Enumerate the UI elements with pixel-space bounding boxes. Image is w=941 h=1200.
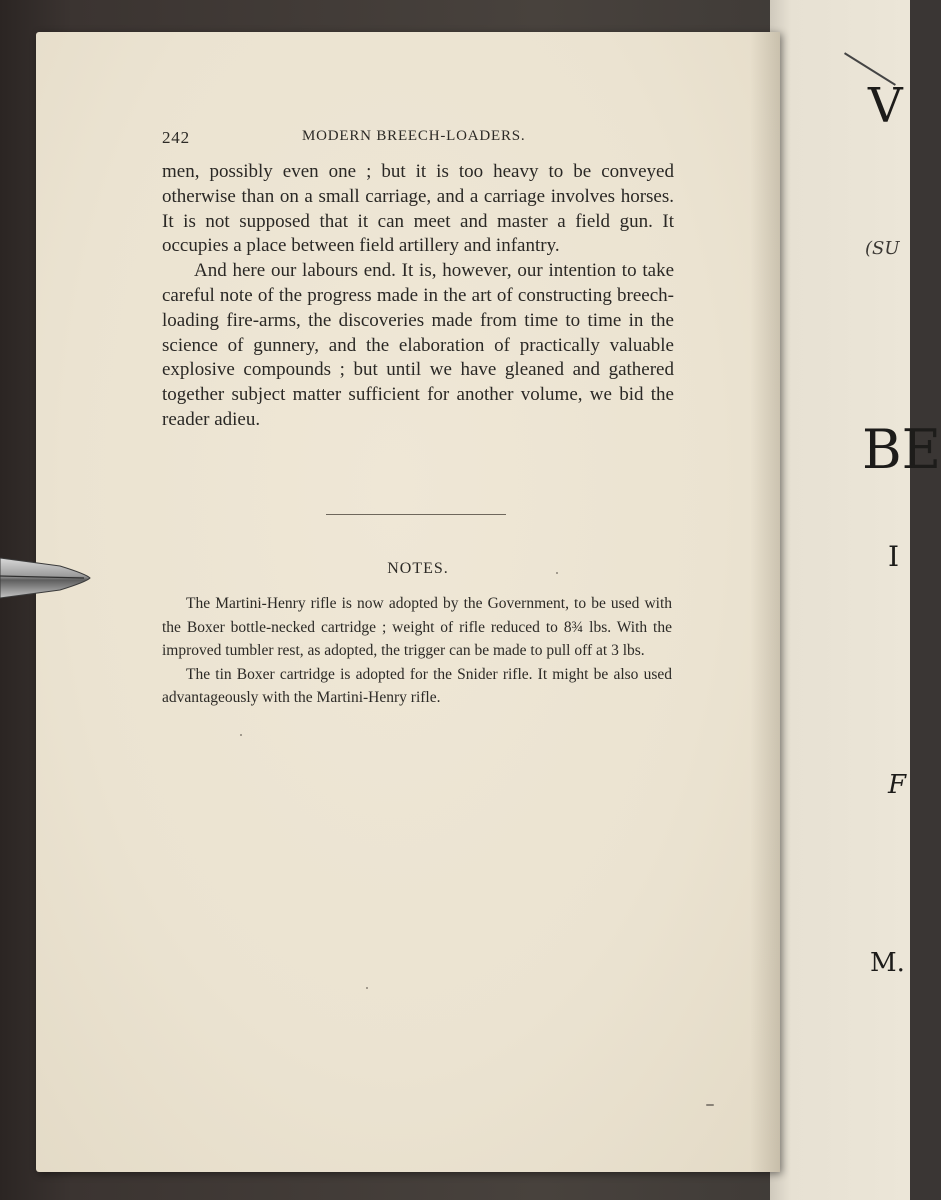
notes-section [162, 592, 672, 710]
body-text [162, 160, 674, 433]
page-gutter-shadow [750, 32, 780, 1172]
paper-speck [366, 987, 368, 989]
note-martini-henry: The Martini-Henry rifle is now adopted by the Government, to be used with the Boxer bottle-necked cartridge ; weight of rifle reduced to 8¾ lbs. With the improved tumbler rest, as adopted, the trigger can be made to pull off at 3 lbs. [162, 595, 672, 659]
book-page [36, 32, 780, 1172]
note-tin-boxer: The tin Boxer cartridge is adopted for the Snider rifle. It might be also used advantageously with the Martini-Henry rifle. [162, 665, 672, 706]
section-divider [326, 514, 506, 515]
facing-page-fragment-line-b: F [888, 770, 907, 800]
running-head: MODERN BREECH-LOADERS. [302, 128, 526, 144]
facing-page-fragment-stamp: (SU [865, 238, 900, 259]
paper-speck [706, 1104, 714, 1106]
paragraph-conclusion: And here our labours end. It is, however, our intention to take careful note of the progress made in the art of constructing breech-loading fire-arms, the discoveries made from time to time in the science of gunnery, and the elaboration of practically valuable explosive compounds ; but until we have gleaned and gathered together subject matter sufficient for another volume, we bid the reader adieu. [162, 260, 674, 430]
facing-page-fragment-line-a: I [888, 540, 900, 573]
page-number: 242 [162, 128, 190, 147]
paragraph-continuation: men, possibly even one ; but it is too heavy to be conveyed otherwise than on a small carriage, and a carriage involves horses. It is not supposed that it can meet and master a field gun. It occupies a place between field artillery and infantry. [162, 161, 674, 257]
paper-speck [556, 572, 558, 574]
notes-heading: NOTES. [387, 560, 449, 577]
bookmark-clip-icon [0, 552, 92, 604]
paper-speck [240, 734, 242, 736]
facing-page-fragment-top: V [868, 78, 903, 134]
facing-page-fragment-title: BE [862, 418, 941, 481]
facing-page-fragment-line-c: M. [870, 948, 905, 978]
facing-page [770, 0, 941, 1200]
